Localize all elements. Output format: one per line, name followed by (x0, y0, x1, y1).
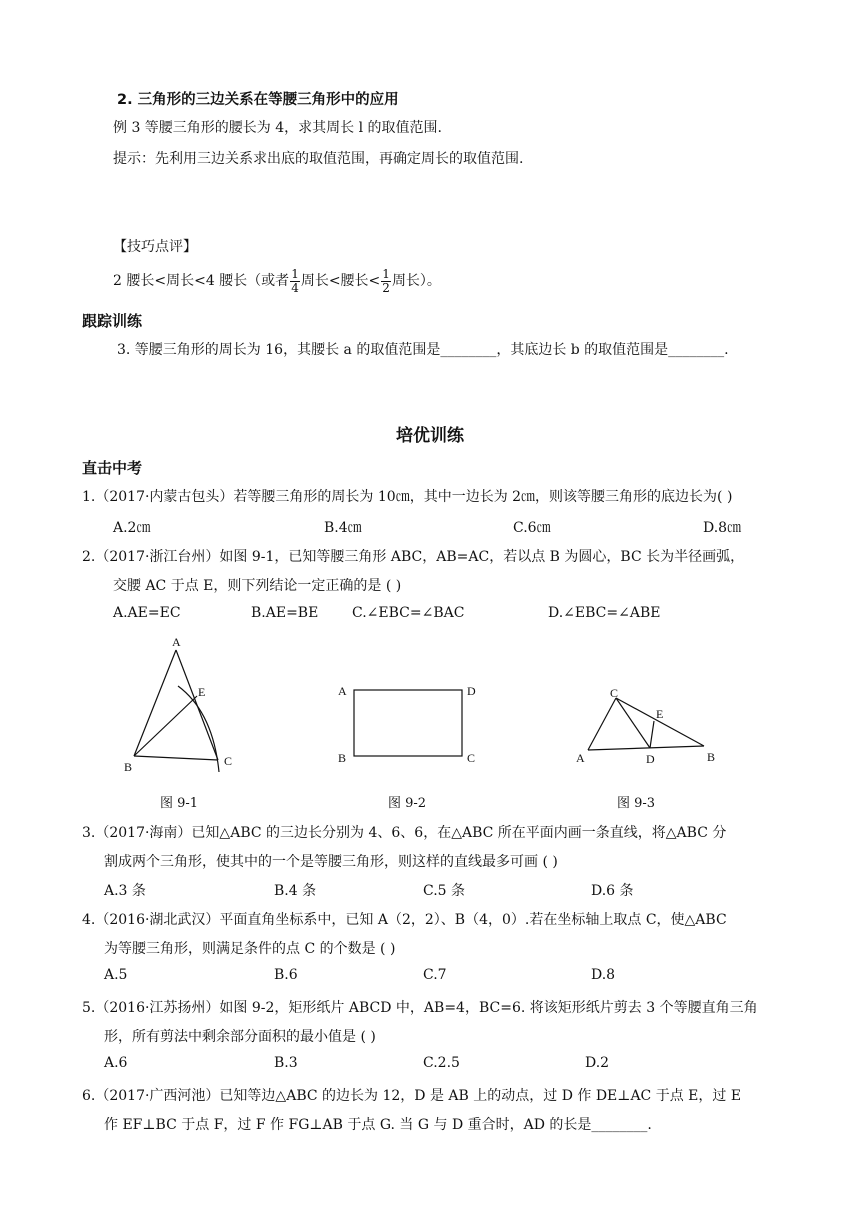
q2-option-a: A.AE=EC (113, 605, 181, 621)
frac2-num: 1 (382, 266, 390, 281)
fig1-label-e: E (198, 685, 206, 699)
frac1-num: 1 (291, 266, 299, 281)
fig2-label-c: C (467, 751, 476, 765)
q4-line-1: 4.（2016·湖北武汉）平面直角坐标系中，已知 A（2，2）、B（4，0）.若在坐标轴上取点 C，使△ABC (82, 912, 727, 928)
fig3-label-d: D (646, 752, 655, 766)
q5-line-2: 形，所有剪法中剩余部分面积的最小值是 ( ) (104, 1029, 376, 1045)
fig2-label-a: A (338, 684, 347, 698)
fig1-label-b: B (124, 760, 133, 774)
q4-option-b: B.6 (274, 967, 298, 983)
q2-line-1: 2.（2017·浙江台州）如图 9-1，已知等腰三角形 ABC，AB=AC，若以点 B 为圆心，BC 长为半径画弧， (82, 549, 745, 565)
peiyou-title: 培优训练 (396, 426, 464, 446)
q4-option-c: C.7 (423, 967, 447, 983)
fig1-label-c: C (224, 754, 233, 768)
fraction-one-half (381, 268, 391, 295)
fig3-label-c: C (610, 686, 619, 700)
q3-option-d: D.6 条 (591, 883, 634, 899)
fig3-label-a: A (576, 751, 585, 765)
q2-line-2: 交腰 AC 于点 E，则下列结论一定正确的是 ( ) (113, 578, 402, 594)
q3-option-a: A.3 条 (104, 883, 146, 899)
q1-option-a: A.2㎝ (113, 520, 151, 536)
fig3-label-e: E (656, 707, 664, 721)
fig2-label-b: B (338, 751, 347, 765)
fig1-caption: 图 9-1 (160, 796, 199, 811)
q6-line-1: 6.（2017·广西河池）已知等边△ABC 的边长为 12，D 是 AB 上的动点，过 D 作 DE⊥AC 于点 E，过 E (82, 1088, 742, 1104)
q4-line-2: 为等腰三角形，则满足条件的点 C 的个数是 ( ) (104, 941, 396, 957)
q3-line-1: 3.（2017·海南）已知△ABC 的三边长分别为 4、6、6，在△ABC 所在平面内画一条直线，将△ABC 分 (82, 825, 727, 841)
frac2-den: 2 (382, 280, 390, 295)
q3-option-c: C.5 条 (423, 883, 466, 899)
tip-part2: 周长<腰长< (300, 273, 381, 289)
q3-option-b: B.4 条 (274, 883, 317, 899)
tracking-q3: 3. 等腰三角形的周长为 16，其腰长 a 的取值范围是________，其底边长 b 的取值范围是________. (117, 342, 729, 358)
fig3-caption: 图 9-3 (617, 796, 656, 811)
q4-option-d: D.8 (591, 967, 616, 983)
q5-option-b: B.3 (274, 1055, 298, 1071)
q1-line-1: 1.（2017·内蒙古包头）若等腰三角形的周长为 10㎝，其中一边长为 2㎝，则该等腰三角形的底边长为( ) (82, 489, 733, 505)
zhiji-heading: 直击中考 (82, 459, 143, 477)
section-2-title: 2. 三角形的三边关系在等腰三角形中的应用 (117, 92, 399, 108)
tip-part3: 周长）。 (391, 273, 441, 289)
tip-formula (113, 266, 441, 296)
q1-option-b: B.4㎝ (324, 520, 362, 536)
tip-part1: 2 腰长<周长<4 腰长（或者 (113, 273, 290, 289)
q1-option-d: D.8㎝ (703, 520, 742, 536)
figure-9-1 (118, 632, 248, 782)
figure-9-2 (334, 680, 484, 770)
fig2-caption: 图 9-2 (388, 796, 427, 811)
fig2-label-d: D (467, 684, 476, 698)
q5-line-1: 5.（2016·江苏扬州）如图 9-2，矩形纸片 ABCD 中，AB=4，BC=6. 将该矩形纸片剪去 3 个等腰直角三角 (82, 1000, 758, 1016)
q6-line-2: 作 EF⊥BC 于点 F，过 F 作 FG⊥AB 于点 G. 当 G 与 D 重合时，AD 的长是________. (104, 1117, 652, 1133)
q3-line-2: 割成两个三角形，使其中的一个是等腰三角形，则这样的直线最多可画 ( ) (104, 854, 558, 870)
q5-option-c: C.2.5 (423, 1055, 460, 1071)
q1-option-c: C.6㎝ (513, 520, 551, 536)
q2-option-d: D.∠EBC=∠ABE (548, 605, 661, 621)
figure-9-3 (570, 684, 720, 774)
q4-option-a: A.5 (104, 967, 128, 983)
example-3: 例 3 等腰三角形的腰长为 4，求其周长 l 的取值范围. (113, 120, 442, 136)
q2-option-b: B.AE=BE (251, 605, 319, 621)
tracking-heading: 跟踪训练 (82, 312, 143, 330)
fig1-label-a: A (172, 635, 181, 649)
tip-label: 【技巧点评】 (113, 239, 197, 255)
fraction-one-quarter (290, 268, 300, 295)
q5-option-a: A.6 (104, 1055, 128, 1071)
hint: 提示：先利用三边关系求出底的取值范围，再确定周长的取值范围. (113, 151, 524, 167)
frac1-den: 4 (291, 280, 299, 295)
fig3-label-b: B (707, 750, 716, 764)
q5-option-d: D.2 (585, 1055, 610, 1071)
q2-option-c: C.∠EBC=∠BAC (352, 605, 465, 621)
